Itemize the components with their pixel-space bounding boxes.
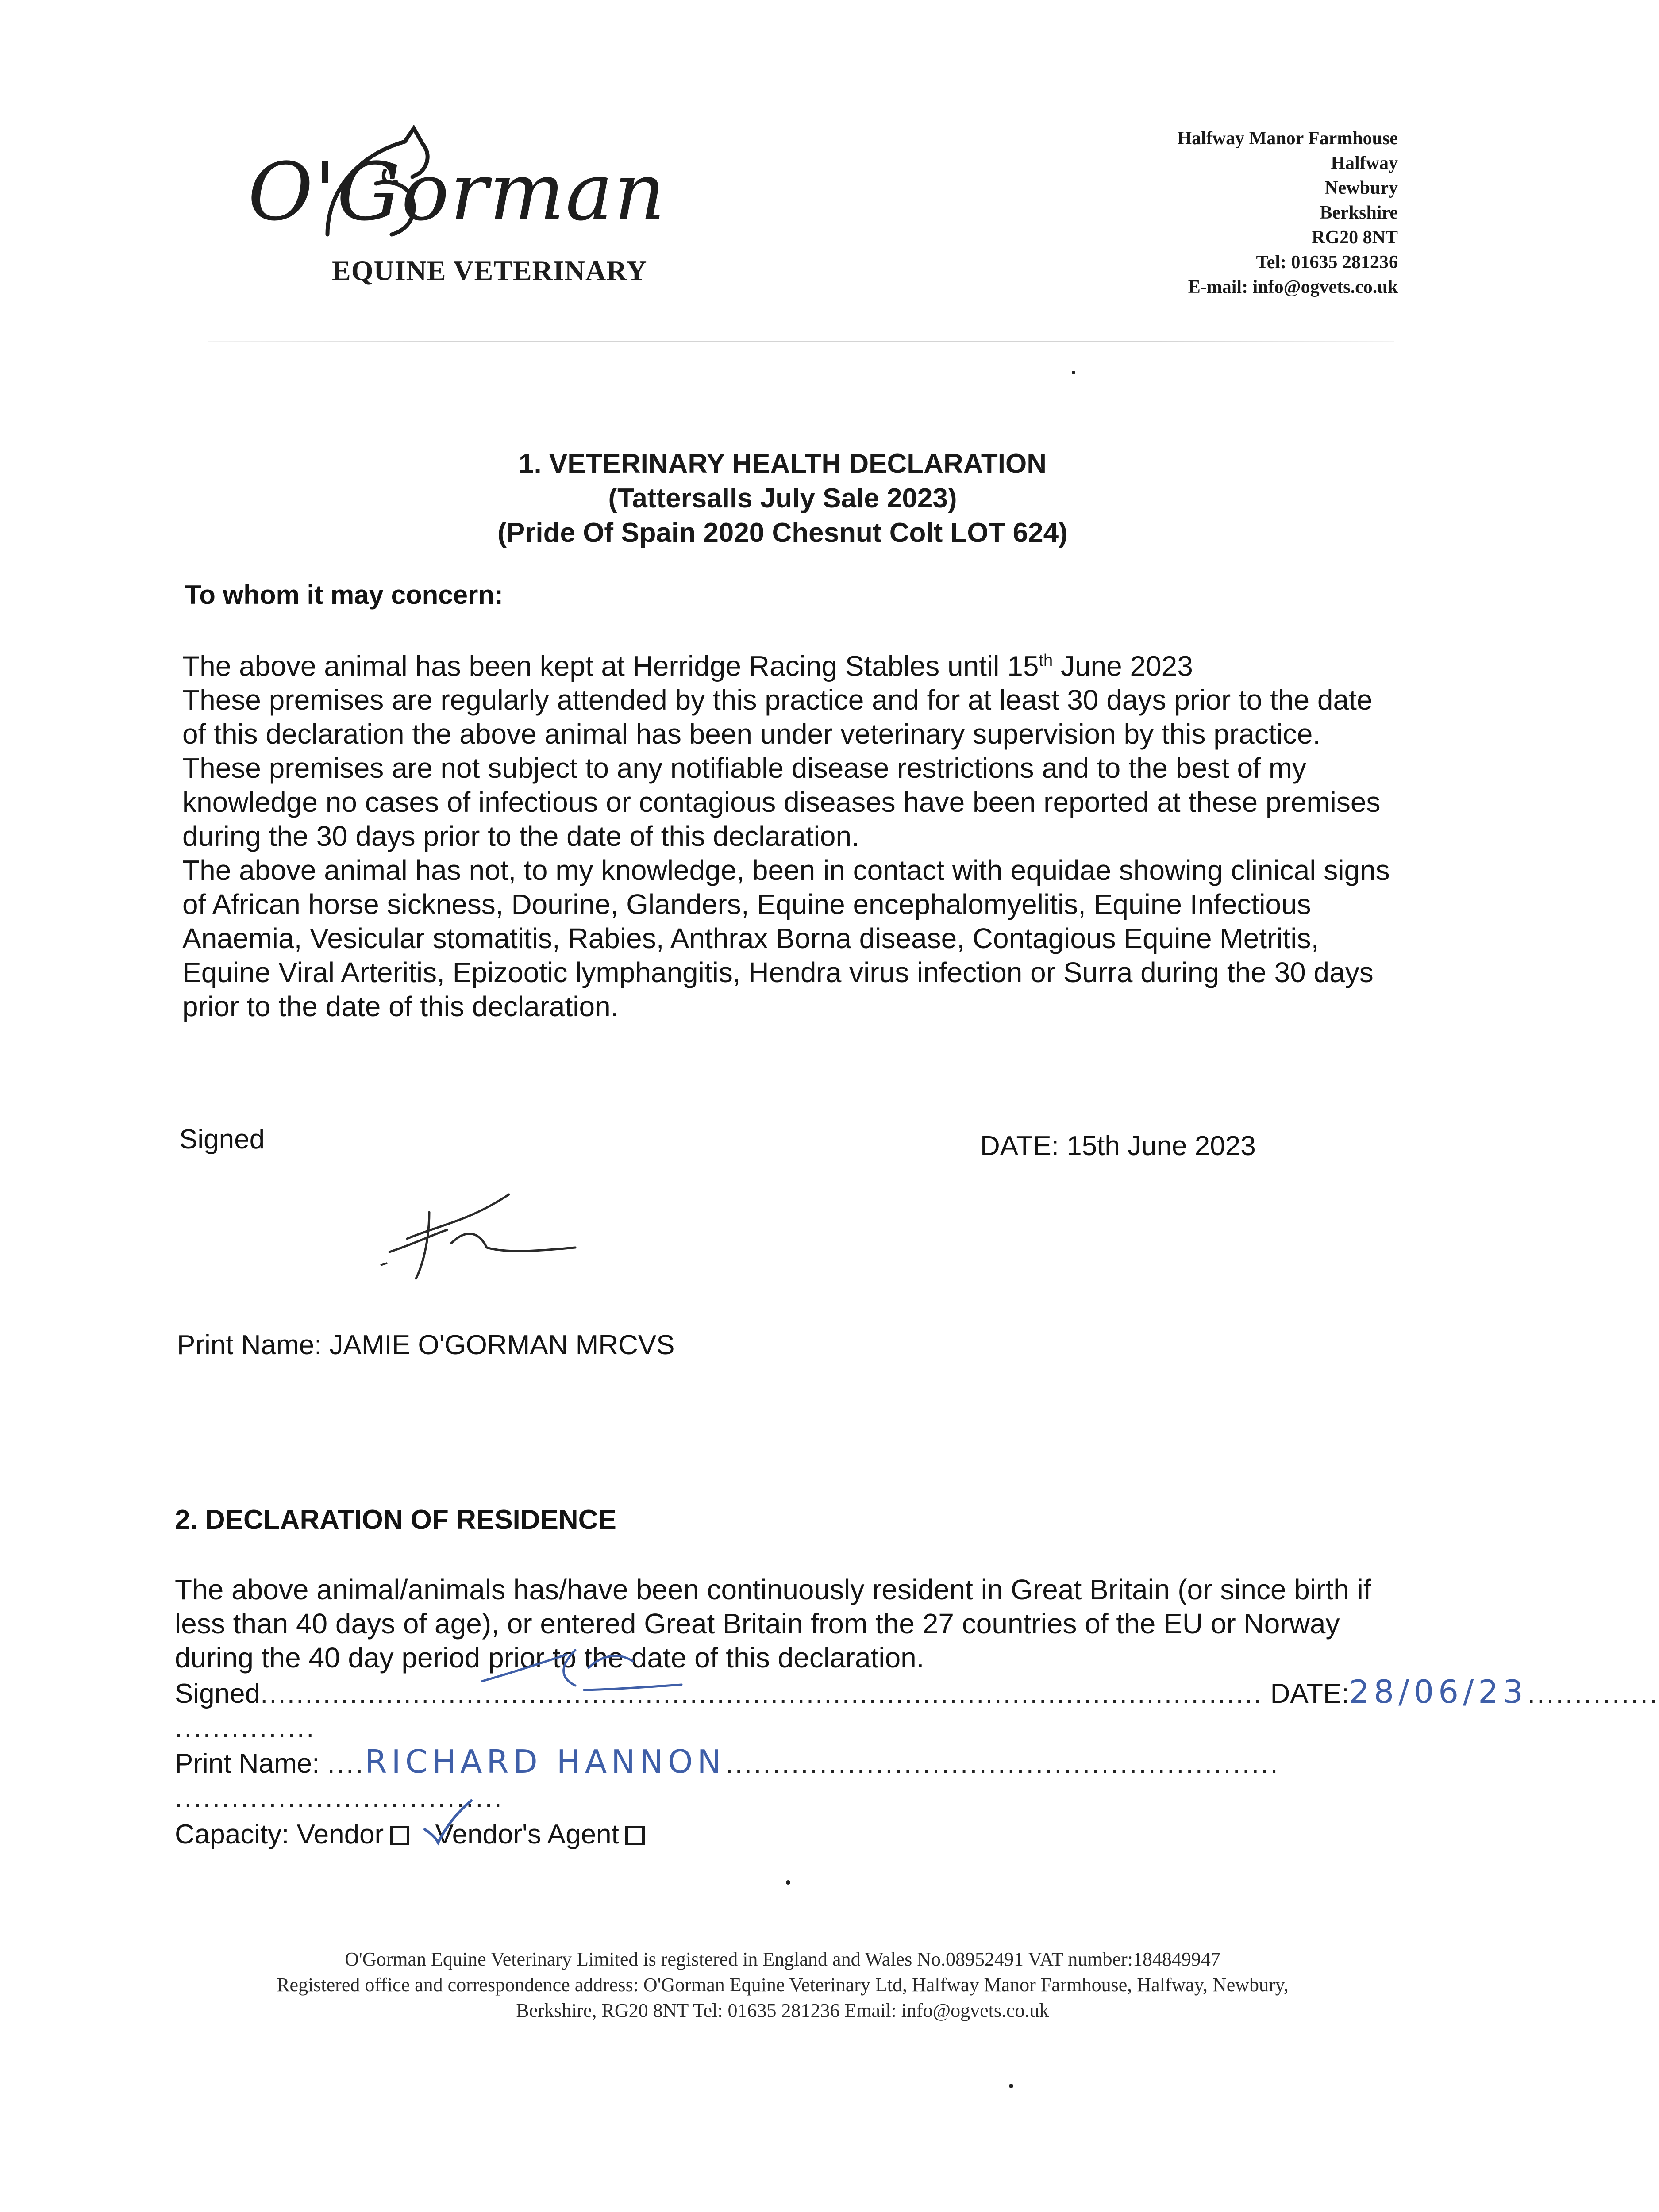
address-line: Halfway bbox=[1331, 153, 1398, 173]
paragraph: The above animal has not, to my knowledge, been in contact with equidae showing clinical signs of African horse sickness, Dourine, Glanders, Equine encephalomyelitis, Equine Infectious Anaemia, Vesicular stomatitis, Rabies, Anthrax Borna disease, Contagious Equine Metritis, Equine Viral Arteritis, Epizootic lymphangitis, Hendra virus infection or Surra during the 30 days prior to the date of this declaration. bbox=[182, 854, 1390, 1023]
print-name-line: ........................................................... bbox=[725, 1748, 1280, 1779]
scan-speck bbox=[1072, 371, 1075, 374]
date-label: DATE: bbox=[1270, 1678, 1349, 1709]
vendor-agent-checkbox[interactable] bbox=[625, 1826, 645, 1845]
header-divider bbox=[208, 341, 1394, 342]
address-line: Newbury bbox=[1324, 178, 1398, 198]
title-line: (Tattersalls July Sale 2023) bbox=[608, 483, 957, 514]
print-name-lead: .... bbox=[327, 1748, 365, 1779]
signature-line[interactable]: ................................................................................................................ bbox=[260, 1678, 1263, 1709]
declaration-date: DATE: 15th June 2023 bbox=[980, 1131, 1256, 1161]
footer-line: Registered office and correspondence address: O'Gorman Equine Veterinary Ltd, Halfway Manor Farmhouse, Halfway, Newbury, bbox=[277, 1974, 1289, 1996]
paragraph: These premises are not subject to any notifiable disease restrictions and to the best of my knowledge no cases of infectious or contagious diseases have been reported at these premises during the 30 days prior to the date of this declaration. bbox=[182, 752, 1381, 853]
title-line: (Pride Of Spain 2020 Chesnut Colt LOT 624) bbox=[497, 518, 1068, 548]
kept-date: June 2023 bbox=[1053, 650, 1193, 682]
vendor-signature bbox=[473, 1637, 686, 1699]
vendor-agent-label: Vendor's Agent bbox=[435, 1819, 619, 1850]
ordinal-suffix: th bbox=[1039, 651, 1053, 670]
supervision-statement: These premises are regularly attended by this practice and for at least 30 days prior to the date of this declaration the above animal has been under veterinary supervision by this practice. bbox=[182, 684, 1373, 750]
residence-declaration-body bbox=[175, 1573, 1659, 1851]
title-line: 1. VETERINARY HEALTH DECLARATION bbox=[519, 449, 1047, 479]
paragraph: The above animal/animals has/have been continuously resident in Great Britain (or since birth if less than 40 days of age), or entered Great Britain from the 27 countries of the EU or Norway during the 40 day period prior to the date of this declaration. bbox=[175, 1574, 1371, 1674]
print-name-label: Print Name: bbox=[175, 1748, 320, 1779]
print-name-value[interactable]: RICHARD HANNON bbox=[365, 1743, 726, 1780]
address-email: E-mail: info@ogvets.co.uk bbox=[1188, 277, 1398, 297]
practice-address bbox=[1000, 126, 1398, 300]
address-line: Halfway Manor Farmhouse bbox=[1177, 128, 1398, 149]
address-line: Berkshire bbox=[1320, 203, 1398, 223]
vet-print-name: Print Name: JAMIE O'GORMAN MRCVS bbox=[177, 1330, 675, 1360]
dotted-line: ............... bbox=[175, 1713, 316, 1743]
footer-line: O'Gorman Equine Veterinary Limited is registered in England and Wales No.08952491 VAT number:184849947 bbox=[345, 1948, 1220, 1970]
date-value[interactable]: 28/06/23 bbox=[1349, 1673, 1528, 1710]
horse-head-icon bbox=[310, 124, 460, 270]
vet-signature bbox=[363, 1177, 593, 1292]
company-footer bbox=[0, 1947, 1565, 2024]
date-line: .............. bbox=[1527, 1678, 1659, 1709]
logo-wordmark: O'Gorman bbox=[248, 146, 666, 238]
capacity-row bbox=[175, 1817, 1414, 1851]
signed-row bbox=[175, 1673, 1659, 1711]
capacity-vendor-label: Capacity: Vendor bbox=[175, 1819, 384, 1850]
signed-label: Signed bbox=[175, 1678, 261, 1709]
salutation: To whom it may concern: bbox=[185, 580, 503, 610]
residence-title: 2. DECLARATION OF RESIDENCE bbox=[175, 1505, 616, 1535]
footer-line: Berkshire, RG20 8NT Tel: 01635 281236 Email: info@ogvets.co.uk bbox=[516, 2000, 1049, 2021]
scan-speck bbox=[786, 1880, 790, 1885]
signed-label: Signed bbox=[179, 1124, 265, 1155]
checkmark-icon bbox=[420, 1798, 473, 1847]
logo-subtitle: EQUINE VETERINARY bbox=[332, 255, 647, 286]
health-declaration-body bbox=[182, 644, 1404, 1024]
paragraph bbox=[182, 644, 1404, 751]
kept-statement: The above animal has been kept at Herridge Racing Stables until 15 bbox=[182, 650, 1039, 682]
vendor-checkbox[interactable] bbox=[390, 1826, 409, 1845]
print-name-row bbox=[175, 1745, 1414, 1781]
scan-speck bbox=[1009, 2084, 1013, 2088]
address-line: RG20 8NT bbox=[1312, 227, 1398, 248]
dotted-line: ................................... bbox=[175, 1782, 504, 1813]
declaration-title bbox=[0, 447, 1565, 550]
address-phone: Tel: 01635 281236 bbox=[1256, 252, 1398, 273]
